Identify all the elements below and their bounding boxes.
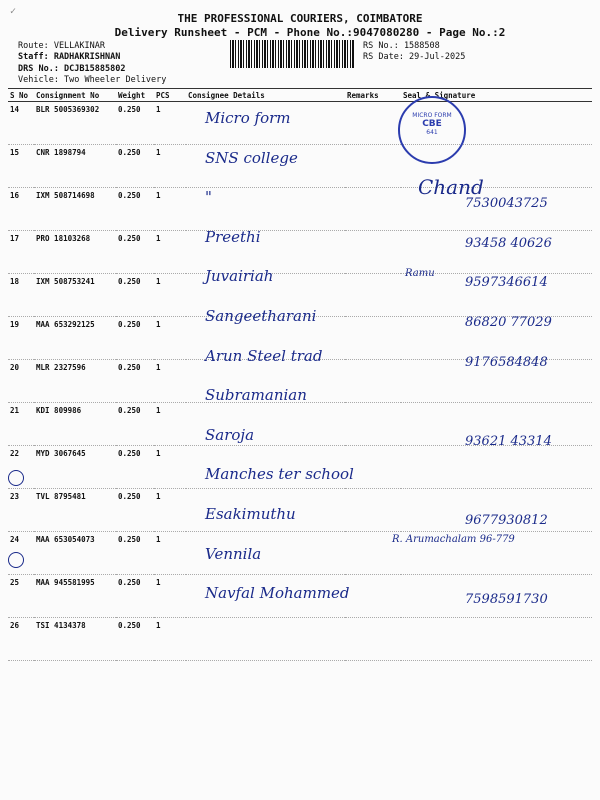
cell-sno: 15	[8, 145, 34, 188]
cell-consignment: CNR 1898794	[34, 145, 116, 188]
cell-weight: 0.250	[116, 188, 154, 231]
cell-consignment: MAA 945581995	[34, 575, 116, 618]
cell-weight: 0.250	[116, 145, 154, 188]
cell-pcs: 1	[154, 532, 186, 575]
vehicle-label: Vehicle: Two Wheeler Delivery	[18, 75, 167, 85]
drs-label: DRS No.: DCJB15885802	[18, 64, 126, 74]
cell-consignee	[186, 618, 345, 661]
cell-sno: 26	[8, 618, 34, 661]
table-row	[8, 145, 592, 188]
cell-weight: 0.250	[116, 274, 154, 317]
cell-pcs: 1	[154, 403, 186, 446]
company-title: THE PROFESSIONAL COURIERS, COIMBATORE	[177, 12, 423, 25]
cell-pcs: 1	[154, 575, 186, 618]
seal-stamp	[398, 96, 466, 164]
consignee-handwriting: Navfal Mohammed	[205, 584, 350, 603]
cell-consignment: TSI 4134378	[34, 618, 116, 661]
cell-sno: 14	[8, 102, 34, 145]
col-consignee: Consignee Details	[186, 89, 345, 102]
stamp-line3: 641	[426, 129, 438, 136]
runsheet-table	[8, 88, 592, 661]
phone-handwriting: 86820 77029	[465, 315, 552, 330]
consignee-handwriting: Vennila	[205, 544, 262, 563]
phone-handwriting: 93621 43314	[465, 433, 552, 449]
cell-pcs: 1	[154, 274, 186, 317]
cell-remarks	[345, 317, 401, 360]
consignee-handwriting: Micro form	[205, 109, 291, 127]
route-label: Route: VELLAKINAR	[18, 41, 105, 51]
cell-consignment: MYD 3067645	[34, 446, 116, 489]
cell-consignment: KDI 809986	[34, 403, 116, 446]
consignee-handwriting: Arun Steel trad	[205, 346, 323, 365]
consignee-handwriting: Saroja	[205, 425, 255, 444]
consignee-handwriting: Preethi	[205, 227, 261, 246]
cell-remarks	[345, 231, 401, 274]
cell-pcs: 1	[154, 231, 186, 274]
cell-pcs: 1	[154, 145, 186, 188]
cell-weight: 0.250	[116, 102, 154, 145]
col-weight: Weight	[116, 89, 154, 102]
consignee-handwriting: "	[205, 188, 212, 207]
stamp-line2: CBE	[422, 119, 442, 129]
consignee-handwriting: Esakimuthu	[205, 505, 296, 523]
cell-weight: 0.250	[116, 231, 154, 274]
barcode	[230, 40, 355, 68]
cell-sno: 18	[8, 274, 34, 317]
cell-consignment: IXM 508714698	[34, 188, 116, 231]
staff-label: Staff: RADHAKRISHNAN	[18, 52, 121, 62]
table-header-row	[8, 89, 592, 102]
phone-handwriting: 9677930812	[465, 513, 548, 528]
col-consignment: Consignment No	[34, 89, 116, 102]
cell-pcs: 1	[154, 446, 186, 489]
cell-consignment: TVL 8795481	[34, 489, 116, 532]
cell-remarks	[345, 403, 401, 446]
phone-handwriting: 93458 40626	[465, 235, 552, 251]
consignee-handwriting: Manches ter school	[205, 465, 354, 484]
cell-pcs: 1	[154, 360, 186, 403]
cell-pcs: 1	[154, 317, 186, 360]
rs-number: RS No.: 1588508	[363, 41, 440, 51]
table-row	[8, 102, 592, 145]
phone-handwriting: 9176584848	[465, 354, 548, 370]
col-remarks: Remarks	[345, 89, 401, 102]
cell-weight: 0.250	[116, 446, 154, 489]
consignee-handwriting: Sangeetharani	[205, 307, 317, 325]
cell-pcs: 1	[154, 618, 186, 661]
phone-handwriting: 7598591730	[465, 592, 548, 608]
signature-16: Chand	[418, 175, 484, 199]
cell-consignment: PRO 18103268	[34, 231, 116, 274]
consignee-handwriting: SNS college	[205, 148, 298, 167]
col-sno: S No	[8, 89, 34, 102]
cell-weight: 0.250	[116, 360, 154, 403]
cell-consignment: IXM 508753241	[34, 274, 116, 317]
cell-consignment: BLR 5005369302	[34, 102, 116, 145]
circle-mark-25	[8, 552, 24, 568]
cell-sno: 25	[8, 575, 34, 618]
cell-consignment: MLR 2327596	[34, 360, 116, 403]
cell-remarks	[345, 274, 401, 317]
circle-mark-23	[8, 470, 24, 486]
col-pcs: PCS	[154, 89, 186, 102]
cell-sno: 17	[8, 231, 34, 274]
cell-weight: 0.250	[116, 403, 154, 446]
cell-sno: 16	[8, 188, 34, 231]
cell-remarks	[345, 145, 401, 188]
cell-pcs: 1	[154, 102, 186, 145]
cell-consignment: MAA 653292125	[34, 317, 116, 360]
cell-weight: 0.250	[116, 532, 154, 575]
cell-consignment: MAA 653054073	[34, 532, 116, 575]
cell-weight: 0.250	[116, 575, 154, 618]
cell-remarks	[345, 575, 401, 618]
cell-sno: 21	[8, 403, 34, 446]
cell-weight: 0.250	[116, 618, 154, 661]
cell-remarks	[345, 360, 401, 403]
rs-date: RS Date: 29-Jul-2025	[363, 52, 466, 62]
cell-signature	[401, 618, 592, 661]
col-signature: Seal & Signature	[401, 89, 592, 102]
phone-handwriting: 7530043725	[465, 196, 548, 212]
cell-sno: 19	[8, 317, 34, 360]
cell-weight: 0.250	[116, 317, 154, 360]
cell-sno: 22	[8, 446, 34, 489]
consignee-handwriting: Juvairiah	[205, 267, 274, 286]
cell-sno: 24	[8, 532, 34, 575]
cell-remarks	[345, 489, 401, 532]
table-row	[8, 618, 592, 661]
cell-remarks	[345, 618, 401, 661]
runsheet-subtitle: Delivery Runsheet - PCM - Phone No.:9047080280 - Page No.:2	[114, 26, 506, 39]
cell-pcs: 1	[154, 188, 186, 231]
cell-remarks	[345, 188, 401, 231]
corner-mark: ✓	[10, 6, 17, 17]
cell-sno: 23	[8, 489, 34, 532]
signature-24-name: R. Arumachalam 96-779	[392, 534, 515, 545]
cell-sno: 20	[8, 360, 34, 403]
cell-signature	[401, 446, 592, 489]
cell-weight: 0.250	[116, 489, 154, 532]
phone-handwriting: 9597346614	[465, 275, 548, 291]
cell-pcs: 1	[154, 489, 186, 532]
cell-remarks	[345, 102, 401, 145]
consignee-handwriting: Subramanian	[205, 386, 307, 405]
stamp-line1: MICRO FORM	[412, 112, 452, 119]
signature-18-name: Ramu	[405, 268, 435, 279]
